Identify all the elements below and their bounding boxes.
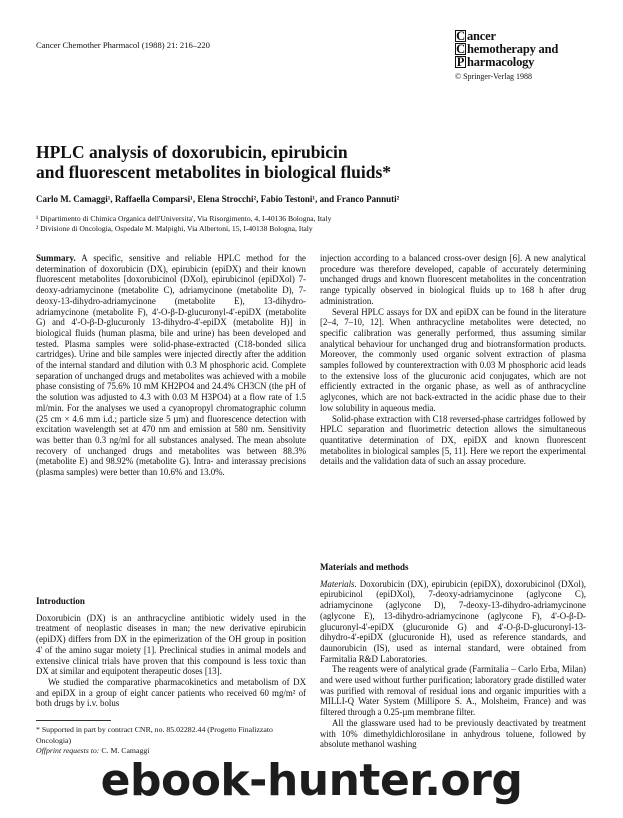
introduction-paragraph-2: We studied the comparative pharmacokinetics and metabolism of DX and epiDX in a group of eight cancer patients who received 60 mg/m² of both drugs by i.v. bolus	[36, 676, 306, 709]
affiliations: ¹ Dipartimento di Chimica Organica dell'Universita', Via Risorgimento, 4, I-40136 Bologna, Italy ² Divisione di Oncologia, Ospedale M. Malpighi, Via Albertoni, 15, I-40138 Bologna, Italy	[36, 214, 332, 233]
summary-section	[36, 253, 306, 478]
watermark: ebook-hunter.org	[100, 755, 523, 806]
glassware-paragraph: All the glassware used had to be previously deactivated by treatment with 10% dimethyldichlorosilane in anhydrous toluene, followed by absolute methanol washing	[320, 717, 586, 750]
footnote-rule	[36, 720, 111, 721]
authors: Carlo M. Camaggi¹, Raffaella Comparsi¹, Elena Strocchi², Fabio Testoni¹, and Franco Pannuti²	[36, 194, 400, 204]
materials-paragraph: Doxorubicin (DX), epirubicin (epiDX), doxorubicinol (DXol), epirubicinol (epiDXol), 7-deoxy-adriamycinone (aglycone C), adriamycinone (aglycone D), 7-deoxy-13-dihydro-adriamycinone (aglycone E), 13-dihydro-adriamycinone (aglycone F), 4'-O-β-D-glucuronyl-4'-epiDX (glucuronide G) and 4'-O-β-D-glucuronyl-13-dihydro-4'-epiDX (glucuronide H), used as reference standards, and daunorubicin (IS), used as internal standard, were obtained from Farmitalia R&D Laboratories.	[320, 578, 586, 664]
journal-logo	[455, 30, 615, 81]
methods-heading: Materials and methods	[320, 562, 409, 572]
offprint-footnote: Offprint requests to: C. M. Camaggi	[36, 746, 150, 755]
reagents-paragraph: The reagents were of analytical grade (Farmitalia – Carlo Erba, Milan) and were used without further purification; laboratory grade distilled water was purified with removal of residual ions and organic impurities with a MILLI-Q Water System (Millipore S. A., Molsheim, France) and was filtered through a 0.25-µm membrane filter.	[320, 664, 586, 718]
paper-title: HPLC analysis of doxorubicin, epirubicin and fluorescent metabolites in biological fluids*	[36, 142, 392, 182]
journal-citation: Cancer Chemother Pharmacol (1988) 21: 216–220	[36, 40, 210, 50]
summary-text: A specific, sensitive and reliable HPLC method for the determination of doxorubicin (DX), epirubicin (epiDX) and their known fluorescent metabolites [doxorubicinol (DXol), epirubicinol (epiDXol) 7-deoxy-adriamycinone (metabolite C), adriamycinone (metabolite D), 7-deoxy-13-dihydro-adriamycinone (metabolite E), 13-dihydro-adriamycinone (metabolite F), 4'-O-β-D-glucuronyl-4'-epiDX (metabolite G) and 4'-O-β-D-glucuronly 13-dihydro-4'-epiDX (metabolite H)] in biological fluids (human plasma, bile and urine) has been developed and tested. Plasma samples were solid-phase-extracted (C18-bonded silica cartridges). Urine and bile samples were injected directly after the addition of the internal standard and dilution with 0.3 M phosphoric acid. Complete separation of unchanged drugs and metabolites was achieved with a mobile phase consisting of 75.6% 10 mM KH2PO4 and 24.4% CH3CN (the pH of the solution was adjusted to 4.3 with 0.03 M H3PO4) at a flow rate of 1.5 ml/min. For the analyses we used a cyanopropyl chromatographic column (25 cm × 4.6 mm i.d.; particle size 5 µm) and fluorescence detection with excitation wavelength set at 470 nm and emission at 580 nm. Sensitivity was better than 0.3 ng/ml for all substances analysed. The mean absolute recovery of unchanged drugs and metabolites was between 88.3% (metabolite E) and 98.92% (metabolite G). Intra- and interassay precisions (plasma samples) were better than 10.6% and 13.0%.	[36, 253, 306, 478]
journal-name-line-3: P harmacology	[456, 55, 535, 69]
solid-phase-paragraph: Solid-phase extraction with C18 reversed-phase cartridges followed by HPLC separation and fluorimetric detection allows the simultaneous quantitative determination of DX, epiDX and known fluorescent metabolites in biological samples [5, 11]. Here we report the experimental details and the validation data of such an assay procedure.	[320, 413, 586, 467]
footnotes	[36, 725, 306, 757]
introduction-paragraph-1: Doxorubicin (DX) is an anthracycline antibiotic widely used in the treatment of neoplastic diseases in man; the new derivative epirubicin (epiDX) differs from DX in the epimerization of the OH group in position 4' of the amino sugar moiety [1]. Preclinical studies in animal models and extensive clinical trials have proven that this compound is less toxic than DX at similar and equipotent therapeutic doses [13].	[36, 612, 306, 677]
right-column-intro	[320, 253, 586, 467]
funding-footnote: * Supported in part by contract CNR, no. 85.02282.44 (Progetto Finalizzato Oncologia)	[36, 725, 273, 745]
hplc-assays-paragraph: Several HPLC assays for DX and epiDX can be found in the literature [2–4, 7–10, 12]. When anthracycline metabolites were detected, no specific calibration was generally performed, thus assuming similar analytical behaviour for unchanged drug and biotransformation products. Moreover, the commonly used organic solvent extraction of plasma samples followed by counterextraction with 0.03 M phosphoric acid leads to the extensive loss of the glucuronic acid conjugates, which are not efficiently extracted in the organic phase, as well as of anthracycline aglycones, which are not back-extracted in the acidic phase due to their low solubility in aqueous media.	[320, 306, 586, 413]
intro-continued-paragraph: injection according to a balanced cross-over design [6]. A new analytical procedure was therefore developed, capable of accurately determining unchanged drugs and known fluorescent metabolites in the concentration range typically observed in biological fluids up to 168 h after drug administration.	[320, 253, 586, 306]
journal-name-line-2: C hemotherapy and	[456, 42, 559, 56]
materials-label: Materials.	[320, 578, 357, 589]
introduction-heading: Introduction	[36, 596, 85, 606]
summary-label: Summary.	[36, 253, 76, 263]
methods-section	[320, 562, 586, 750]
introduction-section	[36, 596, 306, 709]
copyright: © Springer-Verlag 1988	[455, 72, 533, 81]
journal-name-line-1: C ancer	[456, 29, 496, 43]
